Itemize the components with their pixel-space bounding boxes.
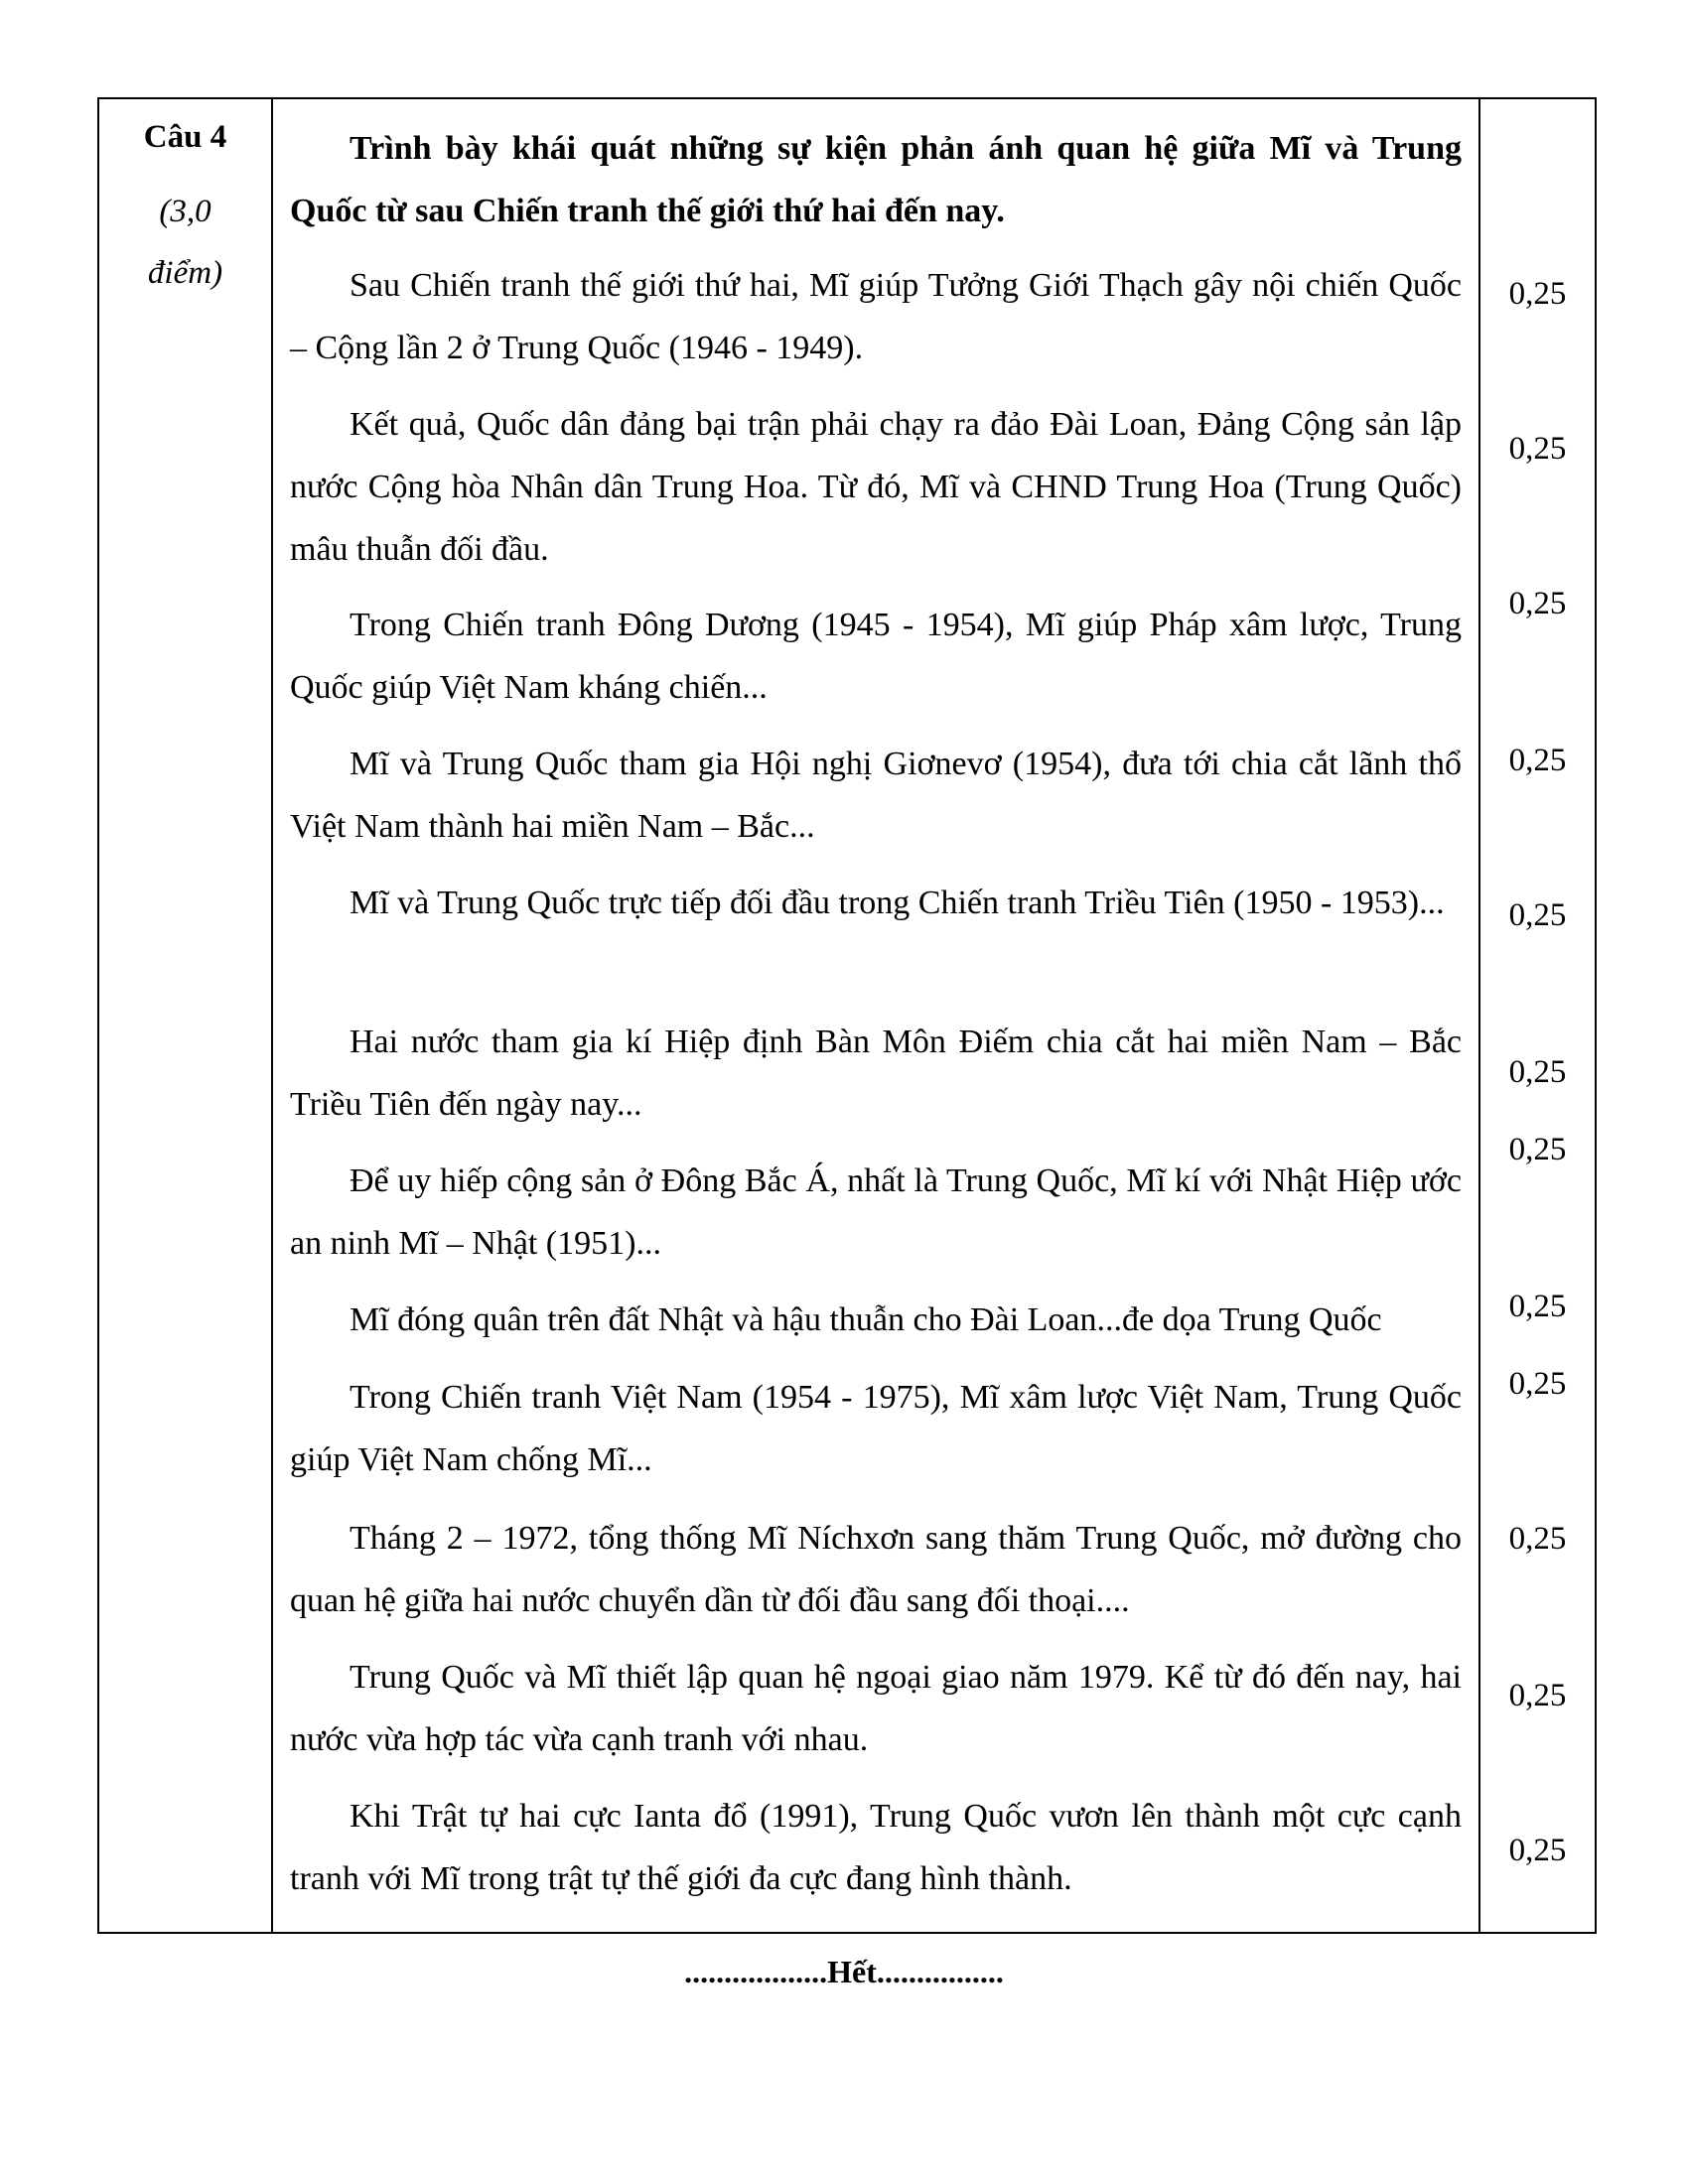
answer-table [97, 97, 1597, 1934]
answer-paragraph: Mĩ đóng quân trên đất Nhật và hậu thuẫn cho Đài Loan...đe dọa Trung Quốc [350, 1301, 1382, 1338]
answer-paragraph: Trung Quốc và Mĩ thiết lập quan hệ ngoại giao năm 1979. Kể từ đó đến nay, hai nước vừa hợp tác vừa cạnh tranh với nhau. [290, 1659, 1462, 1758]
answer-paragraph: Trong Chiến tranh Đông Dương (1945 - 1954), Mĩ giúp Pháp xâm lược, Trung Quốc giúp Việt Nam kháng chiến... [290, 607, 1462, 706]
score-value: 0,25 [1508, 1289, 1567, 1324]
score-value: 0,25 [1508, 897, 1567, 933]
answer-paragraph: Kết quả, Quốc dân đảng bại trận phải chạy ra đảo Đài Loan, Đảng Cộng sản lập nước Cộng hòa Nhân dân Trung Hoa. Từ đó, Mĩ và CHND Trung Hoa (Trung Quốc) mâu thuẫn đối đầu. [290, 406, 1462, 568]
column-divider-right [1478, 99, 1480, 1932]
answer-paragraph: Hai nước tham gia kí Hiệp định Bàn Môn Điếm chia cắt hai miền Nam – Bắc Triều Tiên đến ngày nay... [290, 1024, 1462, 1123]
score-value: 0,25 [1508, 276, 1567, 312]
score-value: 0,25 [1508, 1521, 1567, 1557]
question-number: Câu 4 [143, 119, 227, 155]
score-value: 0,25 [1508, 1678, 1567, 1713]
column-divider-left [271, 99, 273, 1932]
answer-paragraph: Trong Chiến tranh Việt Nam (1954 - 1975), Mĩ xâm lược Việt Nam, Trung Quốc giúp Việt Nam chống Mĩ... [290, 1379, 1462, 1478]
answer-paragraph: Tháng 2 – 1972, tổng thống Mĩ Níchxơn sang thăm Trung Quốc, mở đường cho quan hệ giữa hai nước chuyển dần từ đối đầu sang đối thoại.... [290, 1520, 1462, 1619]
answer-paragraph: Khi Trật tự hai cực Ianta đổ (1991), Trung Quốc vươn lên thành một cực cạnh tranh với Mĩ trong trật tự thế giới đa cực đang hình thành. [290, 1798, 1462, 1897]
points-line-1: (3,0 [159, 194, 211, 229]
score-value: 0,25 [1508, 1132, 1567, 1167]
score-value: 0,25 [1508, 1833, 1567, 1868]
answer-paragraph: Sau Chiến tranh thế giới thứ hai, Mĩ giúp Tưởng Giới Thạch gây nội chiến Quốc – Cộng lần 2 ở Trung Quốc (1946 - 1949). [290, 267, 1462, 366]
answer-paragraph: Mĩ và Trung Quốc tham gia Hội nghị Giơnevơ (1954), đưa tới chia cắt lãnh thổ Việt Nam thành hai miền Nam – Bắc... [290, 746, 1462, 845]
score-value: 0,25 [1508, 586, 1567, 621]
end-marker: ..................Hết................ [684, 1954, 1004, 1989]
question-heading: Trình bày khái quát những sự kiện phản ánh quan hệ giữa Mĩ và Trung Quốc từ sau Chiến tranh thế giới thứ hai đến nay. [290, 130, 1462, 229]
answer-paragraph: Mĩ và Trung Quốc trực tiếp đối đầu trong Chiến tranh Triều Tiên (1950 - 1953)... [350, 885, 1445, 921]
score-value: 0,25 [1508, 431, 1567, 467]
answer-paragraph: Để uy hiếp cộng sản ở Đông Bắc Á, nhất là Trung Quốc, Mĩ kí với Nhật Hiệp ước an ninh Mĩ – Nhật (1951)... [290, 1162, 1462, 1262]
points-line-2: điểm) [147, 255, 223, 291]
question-points [99, 181, 271, 304]
score-value: 0,25 [1508, 1054, 1567, 1090]
score-value: 0,25 [1508, 743, 1567, 778]
score-value: 0,25 [1508, 1366, 1567, 1402]
